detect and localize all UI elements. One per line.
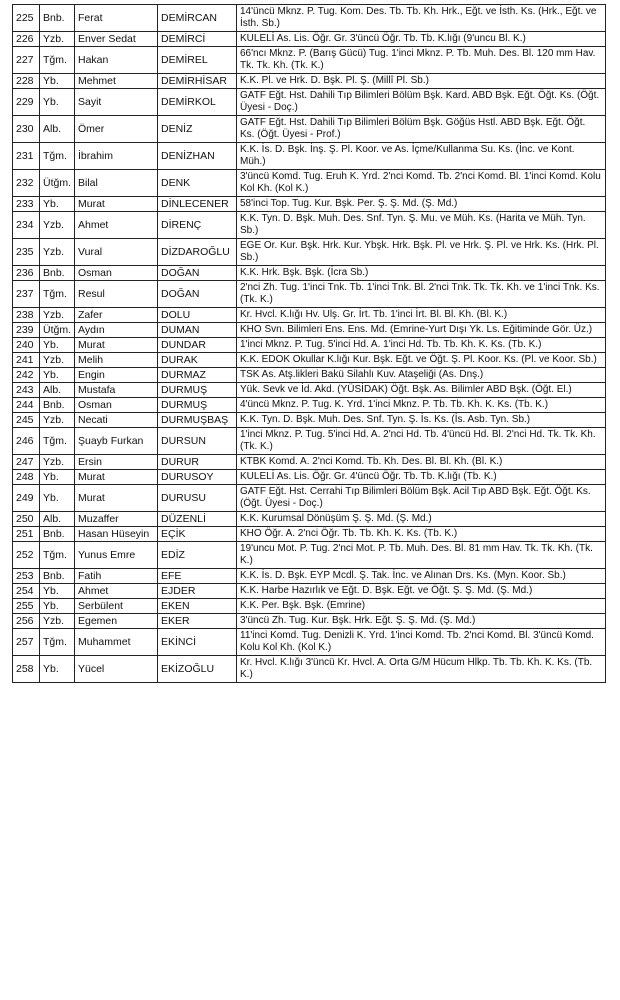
first-name-cell: Egemen: [75, 614, 158, 629]
row-number: 227: [13, 47, 40, 74]
rank-cell: Yb.: [40, 656, 75, 683]
row-number: 226: [13, 32, 40, 47]
table-row: [13, 170, 606, 197]
surname-cell: DOĞAN: [158, 266, 237, 281]
row-number: 233: [13, 197, 40, 212]
assignment-cell: 3'üncü Zh. Tug. Kur. Bşk. Hrk. Eğt. Ş. Ş. Md. (Ş. Md.): [237, 614, 606, 629]
assignment-cell: K.K. Tyn. D. Bşk. Muh. Des. Snf. Tyn. Ş. Mu. ve Müh. Ks. (Harita ve Müh. Tyn. Sb.): [237, 212, 606, 239]
assignment-cell: Yük. Sevk ve İd. Akd. (YÜSİDAK) Öğt. Bşk. As. Bilimler ABD Bşk. (Öğt. El.): [237, 383, 606, 398]
surname-cell: DURAK: [158, 353, 237, 368]
rank-cell: Tğm.: [40, 47, 75, 74]
first-name-cell: Muhammet: [75, 629, 158, 656]
table-row: [13, 485, 606, 512]
row-number: 247: [13, 455, 40, 470]
rank-cell: Yzb.: [40, 455, 75, 470]
first-name-cell: Aydın: [75, 323, 158, 338]
surname-cell: EFE: [158, 569, 237, 584]
assignment-cell: 1'inci Mknz. P. Tug. 5'inci Hd. A. 2'nci Hd. Tb. 4'üncü Hd. Bl. 2'nci Hd. Tk. Tk. Kh. (Tk. K.): [237, 428, 606, 455]
table-row: [13, 569, 606, 584]
row-number: 231: [13, 143, 40, 170]
surname-cell: DEMİRCAN: [158, 5, 237, 32]
assignment-cell: K.K. Harbe Hazırlık ve Eğt. D. Bşk. Eğt. ve Öğt. Ş. Ş. Md. (Ş. Md.): [237, 584, 606, 599]
personnel-table: [12, 4, 606, 683]
row-number: 255: [13, 599, 40, 614]
assignment-cell: K.K. Per. Bşk. Bşk. (Emrine): [237, 599, 606, 614]
assignment-cell: 58'inci Top. Tug. Kur. Bşk. Per. Ş. Ş. Md. (Ş. Md.): [237, 197, 606, 212]
assignment-cell: 4'üncü Mknz. P. Tug. K. Yrd. 1'inci Mknz. P. Tb. Tb. Kh. K. Ks. (Tb. K.): [237, 398, 606, 413]
surname-cell: DENİZHAN: [158, 143, 237, 170]
first-name-cell: Mustafa: [75, 383, 158, 398]
table-row: [13, 266, 606, 281]
surname-cell: DURUSU: [158, 485, 237, 512]
assignment-cell: GATF Eğt. Hst. Dahili Tıp Bilimleri Bölüm Bşk. Kard. ABD Bşk. Eğt. Öğt. Ks. (Öğt. Üyesi - Doç.): [237, 89, 606, 116]
first-name-cell: Osman: [75, 398, 158, 413]
row-number: 236: [13, 266, 40, 281]
surname-cell: DİRENÇ: [158, 212, 237, 239]
rank-cell: Alb.: [40, 512, 75, 527]
row-number: 244: [13, 398, 40, 413]
assignment-cell: 3'üncü Komd. Tug. Eruh K. Yrd. 2'nci Komd. Tb. 2'nci Komd. Bl. 1'inci Komd. Kolu Kol Kh. (Kol K.): [237, 170, 606, 197]
first-name-cell: Zafer: [75, 308, 158, 323]
first-name-cell: Bilal: [75, 170, 158, 197]
table-row: [13, 281, 606, 308]
first-name-cell: Ahmet: [75, 212, 158, 239]
row-number: 234: [13, 212, 40, 239]
table-row: [13, 5, 606, 32]
table-row: [13, 512, 606, 527]
first-name-cell: Serbülent: [75, 599, 158, 614]
assignment-cell: Kr. Hvcl. K.lığı Hv. Ulş. Gr. İrt. Tb. 1'inci İrt. Bl. Bl. Kh. (Bl. K.): [237, 308, 606, 323]
first-name-cell: Murat: [75, 338, 158, 353]
row-number: 248: [13, 470, 40, 485]
table-row: [13, 353, 606, 368]
assignment-cell: K.K. İs. D. Bşk. İnş. Ş. Pl. Koor. ve As. İçme/Kullanma Su. Ks. (İnc. ve Kont. Müh.): [237, 143, 606, 170]
rank-cell: Yzb.: [40, 239, 75, 266]
surname-cell: EKİNCİ: [158, 629, 237, 656]
rank-cell: Yzb.: [40, 212, 75, 239]
row-number: 225: [13, 5, 40, 32]
table-row: [13, 308, 606, 323]
table-row: [13, 89, 606, 116]
row-number: 243: [13, 383, 40, 398]
row-number: 253: [13, 569, 40, 584]
rank-cell: Yb.: [40, 197, 75, 212]
rank-cell: Yb.: [40, 368, 75, 383]
first-name-cell: Hasan Hüseyin: [75, 527, 158, 542]
first-name-cell: Vural: [75, 239, 158, 266]
row-number: 249: [13, 485, 40, 512]
table-row: [13, 47, 606, 74]
row-number: 252: [13, 542, 40, 569]
first-name-cell: Osman: [75, 266, 158, 281]
row-number: 239: [13, 323, 40, 338]
row-number: 257: [13, 629, 40, 656]
row-number: 229: [13, 89, 40, 116]
row-number: 242: [13, 368, 40, 383]
rank-cell: Alb.: [40, 383, 75, 398]
first-name-cell: Sayit: [75, 89, 158, 116]
row-number: 258: [13, 656, 40, 683]
table-row: [13, 398, 606, 413]
table-row: [13, 527, 606, 542]
assignment-cell: KTBK Komd. A. 2'nci Komd. Tb. Kh. Des. Bl. Bl. Kh. (Bl. K.): [237, 455, 606, 470]
table-row: [13, 368, 606, 383]
assignment-cell: EGE Or. Kur. Bşk. Hrk. Kur. Ybşk. Hrk. Bşk. Pl. ve Hrk. Ş. Pl. ve Hrk. Ks. (Hrk. Pl. Sb.): [237, 239, 606, 266]
surname-cell: DİZDAROĞLU: [158, 239, 237, 266]
rank-cell: Yb.: [40, 584, 75, 599]
first-name-cell: İbrahim: [75, 143, 158, 170]
row-number: 256: [13, 614, 40, 629]
row-number: 235: [13, 239, 40, 266]
first-name-cell: Muzaffer: [75, 512, 158, 527]
surname-cell: EÇİK: [158, 527, 237, 542]
rank-cell: Yzb.: [40, 413, 75, 428]
surname-cell: DEMİRKOL: [158, 89, 237, 116]
table-row: [13, 470, 606, 485]
surname-cell: DUNDAR: [158, 338, 237, 353]
row-number: 250: [13, 512, 40, 527]
first-name-cell: Necati: [75, 413, 158, 428]
assignment-cell: 14'üncü Mknz. P. Tug. Kom. Des. Tb. Tb. Kh. Hrk., Eğt. ve İsth. Ks. (Hrk., Eğt. ve İsth. Sb.): [237, 5, 606, 32]
surname-cell: EKER: [158, 614, 237, 629]
row-number: 251: [13, 527, 40, 542]
assignment-cell: TSK As. Atş.likleri Bakü Silahlı Kuv. Ataşeliği (As. Dnş.): [237, 368, 606, 383]
assignment-cell: KULELİ As. Lis. Öğr. Gr. 3'üncü Öğr. Tb. Tb. K.lığı (9'uncu Bl. K.): [237, 32, 606, 47]
rank-cell: Bnb.: [40, 398, 75, 413]
first-name-cell: Melih: [75, 353, 158, 368]
first-name-cell: Fatih: [75, 569, 158, 584]
rank-cell: Bnb.: [40, 5, 75, 32]
table-row: [13, 599, 606, 614]
table-row: [13, 143, 606, 170]
rank-cell: Yzb.: [40, 308, 75, 323]
surname-cell: DİNLECENER: [158, 197, 237, 212]
surname-cell: DÜZENLİ: [158, 512, 237, 527]
assignment-cell: GATF Eğt. Hst. Cerrahi Tıp Bilimleri Bölüm Bşk. Acil Tıp ABD Bşk. Eğt. Öğt. Ks. (Öğt. Üyesi - Doç.): [237, 485, 606, 512]
table-row: [13, 323, 606, 338]
table-row: [13, 542, 606, 569]
rank-cell: Tğm.: [40, 281, 75, 308]
personnel-list-document: [12, 4, 606, 683]
table-row: [13, 629, 606, 656]
rank-cell: Yb.: [40, 89, 75, 116]
first-name-cell: Yunus Emre: [75, 542, 158, 569]
first-name-cell: Resul: [75, 281, 158, 308]
rank-cell: Bnb.: [40, 527, 75, 542]
surname-cell: DURMAZ: [158, 368, 237, 383]
surname-cell: DURUSOY: [158, 470, 237, 485]
row-number: 240: [13, 338, 40, 353]
surname-cell: DENİZ: [158, 116, 237, 143]
surname-cell: DURMUŞ: [158, 383, 237, 398]
table-row: [13, 428, 606, 455]
assignment-cell: KHO Öğr. A. 2'nci Öğr. Tb. Tb. Kh. K. Ks. (Tb. K.): [237, 527, 606, 542]
assignment-cell: GATF Eğt. Hst. Dahili Tıp Bilimleri Bölüm Bşk. Göğüs Hstl. ABD Bşk. Eğt. Öğt. Ks. (Öğt. Üyesi - Prof.): [237, 116, 606, 143]
table-row: [13, 74, 606, 89]
surname-cell: EKEN: [158, 599, 237, 614]
first-name-cell: Ersin: [75, 455, 158, 470]
rank-cell: Ütğm.: [40, 170, 75, 197]
table-row: [13, 212, 606, 239]
surname-cell: DEMİRCİ: [158, 32, 237, 47]
rank-cell: Bnb.: [40, 569, 75, 584]
surname-cell: DENK: [158, 170, 237, 197]
row-number: 232: [13, 170, 40, 197]
rank-cell: Yb.: [40, 74, 75, 89]
rank-cell: Yzb.: [40, 353, 75, 368]
assignment-cell: 11'inci Komd. Tug. Denizli K. Yrd. 1'inci Komd. Tb. 2'nci Komd. Bl. 3'üncü Komd. Kolu Kol Kh. (Kol K.): [237, 629, 606, 656]
table-row: [13, 614, 606, 629]
row-number: 254: [13, 584, 40, 599]
rank-cell: Tğm.: [40, 143, 75, 170]
personnel-table-body: [13, 5, 606, 683]
rank-cell: Yb.: [40, 338, 75, 353]
assignment-cell: Kr. Hvcl. K.lığı 3'üncü Kr. Hvcl. A. Orta G/M Hücum Hlkp. Tb. Tb. Kh. K. Ks. (Tb. K.): [237, 656, 606, 683]
first-name-cell: Ömer: [75, 116, 158, 143]
surname-cell: DUMAN: [158, 323, 237, 338]
first-name-cell: Murat: [75, 485, 158, 512]
rank-cell: Yb.: [40, 599, 75, 614]
table-row: [13, 338, 606, 353]
row-number: 228: [13, 74, 40, 89]
table-row: [13, 116, 606, 143]
surname-cell: EKİZOĞLU: [158, 656, 237, 683]
row-number: 237: [13, 281, 40, 308]
first-name-cell: Enver Sedat: [75, 32, 158, 47]
surname-cell: DURSUN: [158, 428, 237, 455]
row-number: 245: [13, 413, 40, 428]
assignment-cell: KHO Svn. Bilimleri Ens. Ens. Md. (Emrine-Yurt Dışı Yk. Ls. Eğitiminde Gör. Üz.): [237, 323, 606, 338]
assignment-cell: 66'ncı Mknz. P. (Barış Gücü) Tug. 1'inci Mknz. P. Tb. Muh. Des. Bl. 120 mm Hav. Tk. Tk. Kh. (Tk. K.): [237, 47, 606, 74]
assignment-cell: K.K. Tyn. D. Bşk. Muh. Des. Snf. Tyn. Ş. İs. Ks. (İs. Asb. Tyn. Sb.): [237, 413, 606, 428]
rank-cell: Tğm.: [40, 428, 75, 455]
table-row: [13, 413, 606, 428]
rank-cell: Ütğm.: [40, 323, 75, 338]
surname-cell: EJDER: [158, 584, 237, 599]
surname-cell: EDİZ: [158, 542, 237, 569]
first-name-cell: Engin: [75, 368, 158, 383]
row-number: 230: [13, 116, 40, 143]
assignment-cell: 1'inci Mknz. P. Tug. 5'inci Hd. A. 1'inci Hd. Tb. Tb. Kh. K. Ks. (Tb. K.): [237, 338, 606, 353]
surname-cell: DURMUŞBAŞ: [158, 413, 237, 428]
surname-cell: DOĞAN: [158, 281, 237, 308]
assignment-cell: KULELİ As. Lis. Öğr. Gr. 4'üncü Öğr. Tb. Tb. K.lığı (Tb. K.): [237, 470, 606, 485]
assignment-cell: K.K. İs. D. Bşk. EYP Mcdl. Ş. Tak. İnc. ve Alınan Drs. Ks. (Myn. Koor. Sb.): [237, 569, 606, 584]
assignment-cell: K.K. EDOK Okullar K.lığı Kur. Bşk. Eğt. ve Öğt. Ş. Pl. Koor. Ks. (Pl. ve Koor. Sb.): [237, 353, 606, 368]
rank-cell: Bnb.: [40, 266, 75, 281]
surname-cell: DEMİRHİSAR: [158, 74, 237, 89]
first-name-cell: Murat: [75, 197, 158, 212]
rank-cell: Yb.: [40, 470, 75, 485]
row-number: 238: [13, 308, 40, 323]
rank-cell: Tğm.: [40, 629, 75, 656]
table-row: [13, 656, 606, 683]
first-name-cell: Hakan: [75, 47, 158, 74]
surname-cell: DEMİREL: [158, 47, 237, 74]
rank-cell: Yzb.: [40, 614, 75, 629]
table-row: [13, 32, 606, 47]
row-number: 246: [13, 428, 40, 455]
assignment-cell: 2'nci Zh. Tug. 1'inci Tnk. Tb. 1'inci Tnk. Bl. 2'nci Tnk. Tk. Tk. Kh. ve 1'inci Tnk. Ks. (Tk. K.): [237, 281, 606, 308]
first-name-cell: Murat: [75, 470, 158, 485]
assignment-cell: K.K. Kurumsal Dönüşüm Ş. Ş. Md. (Ş. Md.): [237, 512, 606, 527]
assignment-cell: K.K. Pl. ve Hrk. D. Bşk. Pl. Ş. (Millî Pl. Sb.): [237, 74, 606, 89]
surname-cell: DURUR: [158, 455, 237, 470]
rank-cell: Yb.: [40, 485, 75, 512]
first-name-cell: Yücel: [75, 656, 158, 683]
first-name-cell: Şuayb Furkan: [75, 428, 158, 455]
table-row: [13, 197, 606, 212]
first-name-cell: Ahmet: [75, 584, 158, 599]
table-row: [13, 239, 606, 266]
first-name-cell: Ferat: [75, 5, 158, 32]
row-number: 241: [13, 353, 40, 368]
table-row: [13, 584, 606, 599]
assignment-cell: K.K. Hrk. Bşk. Bşk. (İcra Sb.): [237, 266, 606, 281]
first-name-cell: Mehmet: [75, 74, 158, 89]
assignment-cell: 19'uncu Mot. P. Tug. 2'nci Mot. P. Tb. Muh. Des. Bl. 81 mm Hav. Tk. Tk. Kh. (Tk. K.): [237, 542, 606, 569]
rank-cell: Tğm.: [40, 542, 75, 569]
table-row: [13, 455, 606, 470]
rank-cell: Alb.: [40, 116, 75, 143]
surname-cell: DOLU: [158, 308, 237, 323]
table-row: [13, 383, 606, 398]
surname-cell: DURMUŞ: [158, 398, 237, 413]
rank-cell: Yzb.: [40, 32, 75, 47]
